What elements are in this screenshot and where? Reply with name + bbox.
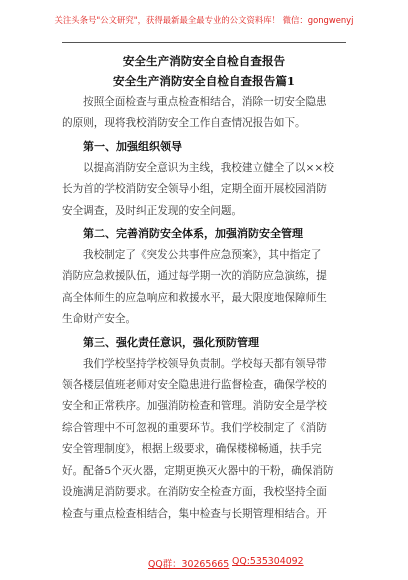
paragraph-line: 好。配备5个灭火器，定期更换灭火器中的干粉，确保消防 (62, 464, 334, 477)
paragraph-line: 按照全面检查与重点检查相结合，消除一切安全隐患 (83, 96, 327, 108)
paragraph-line: 的原则，现将我校消防安全工作自查情况报告如下。 (62, 117, 306, 130)
paragraph-line: 以提高消防安全意识为主线，我校建立健全了以××校 (83, 161, 334, 174)
paragraph-line: 长为首的学校消防安全领导小组，定期全面开展校园消防 (62, 183, 327, 196)
paragraph-line: 安全和正常秩序。加强消防检查和管理。消防安全是学校 (62, 400, 327, 413)
paragraph-line: 我校制定了《突发公共事件应急预案》，其中指定了 (83, 249, 322, 262)
qq-group-link[interactable]: QQ群：30265665 (148, 559, 230, 570)
paragraph-line: 消防应急救援队伍，通过每学期一次的消防应急演练，提 (62, 270, 327, 283)
header-divider (62, 42, 346, 43)
section-paragraph-3 (62, 354, 346, 525)
paragraph-line: 领各楼层值班老师对安全隐患进行监督检查，确保学校的 (62, 379, 327, 392)
paragraph-line: 生命财产安全。 (62, 313, 137, 326)
paragraph-line: 综合管理中不可忽视的重要环节。我们学校制定了《消防 (62, 421, 327, 434)
section-heading-3: 第三、强化责任意识，强化预防管理 (83, 335, 259, 349)
document-body (62, 52, 346, 525)
qq-contact-link[interactable]: QQ:535304092 (232, 556, 304, 567)
paragraph-line: 我们学校坚持学校领导负责制。学校每天都有领导带 (83, 357, 327, 370)
paragraph-line: 安全管理制度》，根据上级要求，确保楼梯畅通，扶手完 (62, 443, 322, 456)
promo-banner: 关注头条号"公文研究"，获得最新最全最专业的公文资料库！ 微信：gongwenyj (54, 15, 354, 25)
document-title: 安全生产消防安全自检自查报告 (122, 54, 286, 68)
paragraph-line: 设施满足消防要求。在消防安全检查方面，我校坚持全面 (62, 486, 327, 499)
document-subtitle: 安全生产消防安全自检自查报告篇1 (113, 74, 295, 88)
paragraph-line: 检查与重点检查相结合，集中检查与长期管理相结合。开 (62, 507, 327, 520)
section-heading-2: 第二、完善消防安全体系，加强消防安全管理 (83, 227, 303, 241)
section-paragraph-2 (62, 245, 346, 331)
paragraph-line: 高全体师生的应急响应和救援水平，最大限度地保障师生 (62, 291, 327, 304)
section-heading-1: 第一、加强组织领导 (83, 139, 182, 153)
paragraph-line: 安全调查，及时纠正发现的安全问题。 (62, 204, 243, 217)
intro-paragraph (62, 92, 346, 135)
section-paragraph-1 (62, 158, 346, 222)
